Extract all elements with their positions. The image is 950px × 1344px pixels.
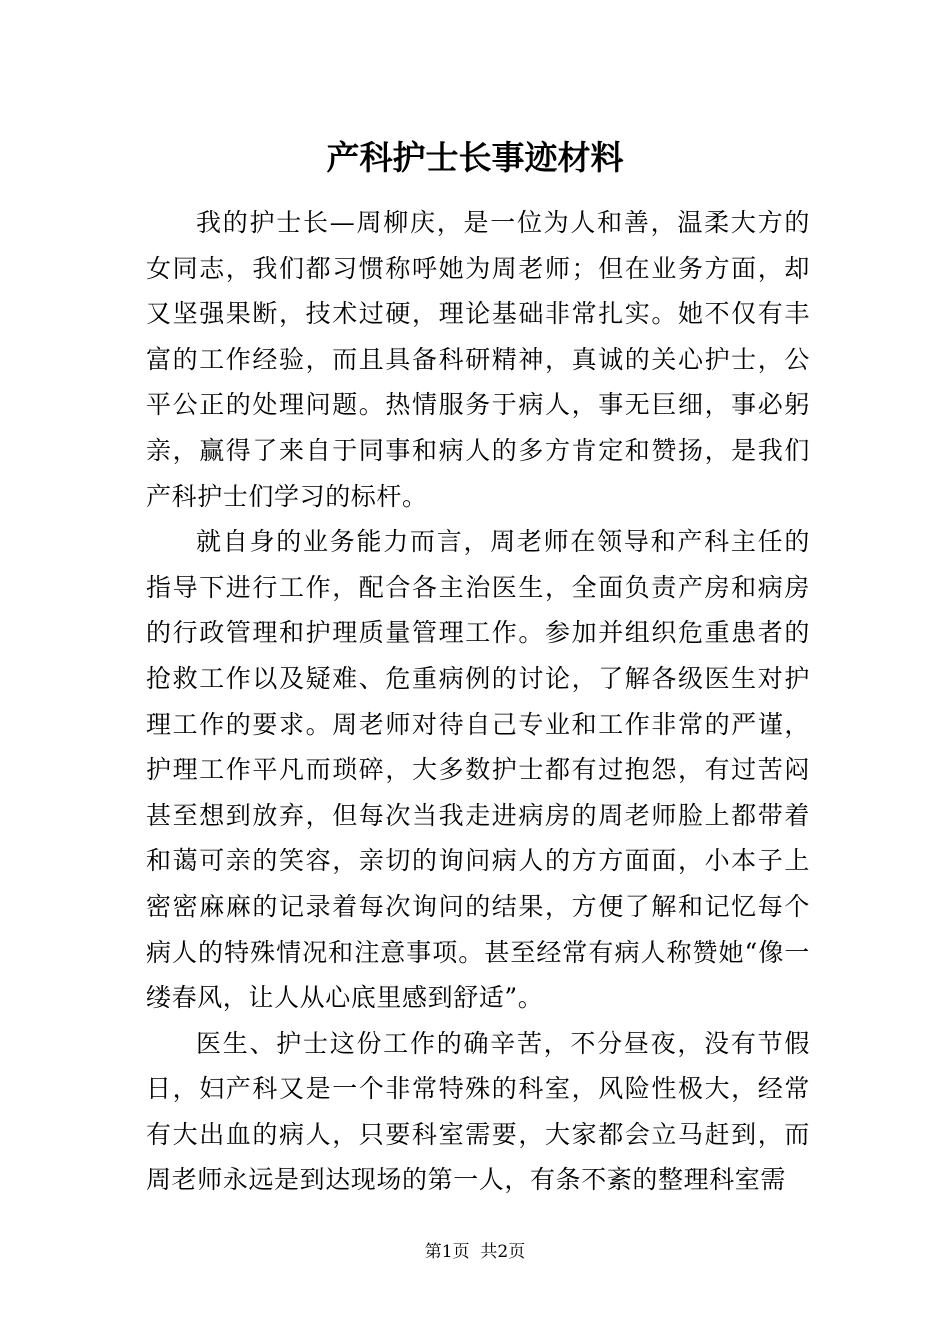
paragraph: 医生、护士这份工作的确辛苦，不分昼夜，没有节假日，妇产科又是一个非常特殊的科室，风险性极大，经常有大出血的病人，只要科室需要，大家都会立马赶到，而周老师永远是到达现场的第一人，有条不紊的整理科室需 [146, 1028, 810, 1195]
page-number: 第1页 共2页 [424, 1242, 526, 1262]
page-footer [0, 1240, 950, 1264]
document-body [146, 200, 810, 1203]
document-title: 产科护士长事迹材料 [326, 138, 624, 177]
paragraph: 就自身的业务能力而言，周老师在领导和产科主任的指导下进行工作，配合各主治医生，全面负责产房和病房的行政管理和护理质量管理工作。参加并组织危重患者的抢救工作以及疑难、危重病例的讨论，了解各级医生对护理工作的要求。周老师对待自己专业和工作非常的严谨，护理工作平凡而琐碎，大多数护士都有过抱怨，有过苦闷甚至想到放弃，但每次当我走进病房的周老师脸上都带着和蔼可亲的笑容，亲切的询问病人的方方面面，小本子上密密麻麻的记录着每次询问的结果，方便了解和记忆每个病人的特殊情况和注意事项。甚至经常有病人称赞她“像一缕春风，让人从心底里感到舒适”。 [146, 527, 810, 1013]
paragraph: 我的护士长—周柳庆，是一位为人和善，温柔大方的女同志，我们都习惯称呼她为周老师；但在业务方面，却又坚强果断，技术过硬，理论基础非常扎实。她不仅有丰富的工作经验，而且具备科研精神，真诚的关心护士，公平公正的处理问题。热情服务于病人，事无巨细，事必躬亲，赢得了来自于同事和病人的多方肯定和赞扬，是我们产科护士们学习的标杆。 [146, 208, 810, 511]
